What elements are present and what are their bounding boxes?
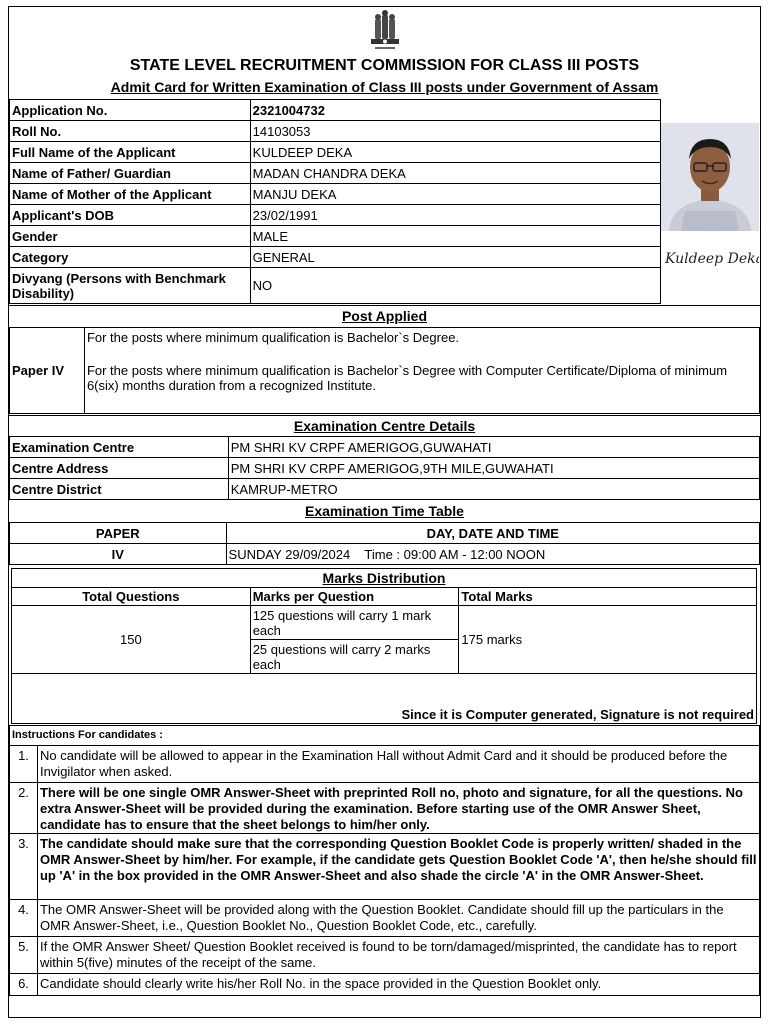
applicant-field-value: GENERAL — [250, 247, 660, 268]
post-description — [84, 328, 759, 414]
applicant-field-label: Application No. — [10, 100, 251, 121]
instruction-text: No candidate will be allowed to appear in the Examination Hall without Admit Card and it should be produced before the Invigilator when asked. — [37, 746, 759, 783]
instruction-number: 6. — [10, 974, 38, 996]
applicant-field-label: Category — [10, 247, 251, 268]
post-line-1: For the posts where minimum qualification is Bachelor`s Degree. — [86, 330, 460, 345]
exam-time-value: SUNDAY 29/09/2024 Time : 09:00 AM - 12:00 NOON — [226, 544, 759, 565]
applicant-field-label: Applicant's DOB — [10, 205, 251, 226]
timetable-table — [9, 522, 760, 565]
applicant-field-value: MALE — [250, 226, 660, 247]
col-marks-per-question: Marks per Question — [250, 588, 459, 606]
applicant-row — [10, 100, 661, 121]
applicant-field-label: Name of Father/ Guardian — [10, 163, 251, 184]
marks-table — [11, 587, 757, 724]
applicant-field-label: Roll No. — [10, 121, 251, 142]
applicant-field-value: NO — [250, 268, 660, 304]
national-emblem-icon — [367, 9, 403, 55]
instruction-number: 1. — [10, 746, 38, 783]
applicant-field-value: MANJU DEKA — [250, 184, 660, 205]
instruction-text: There will be one single OMR Answer-Sheet with preprinted Roll no, photo and signature, for all the questions. No extra Answer-Sheet will be provided during the examination. Before starting use of the OMR Answer Sheet, candidate has to ensure that the sheet belongs to him/her only. — [37, 783, 759, 834]
applicant-row — [10, 226, 661, 247]
applicant-row — [10, 163, 661, 184]
timetable-heading: Examination Time Table — [9, 499, 760, 522]
applicant-field-value: 2321004732 — [250, 100, 660, 121]
applicant-row — [10, 121, 661, 142]
signature-text: Kuldeep Deka — [665, 251, 759, 267]
centre-row — [10, 458, 760, 479]
applicant-details-table — [9, 99, 661, 304]
applicant-field-value: 23/02/1991 — [250, 205, 660, 226]
applicant-field-label: Divyang (Persons with Benchmark Disability) — [10, 268, 251, 304]
centre-row — [10, 479, 760, 500]
marks-heading: Marks Distribution — [322, 570, 446, 586]
centre-field-value: PM SHRI KV CRPF AMERIGOG,9TH MILE,GUWAHATI — [228, 458, 759, 479]
page-title: STATE LEVEL RECRUITMENT COMMISSION FOR CLASS III POSTS — [129, 57, 640, 74]
instruction-number: 4. — [10, 900, 38, 937]
centre-row — [10, 437, 760, 458]
instruction-row — [10, 974, 760, 996]
centre-field-value: PM SHRI KV CRPF AMERIGOG,GUWAHATI — [228, 437, 759, 458]
instruction-text: The candidate should make sure that the corresponding Question Booklet Code is properly written/ shaded in the OMR Answer-Sheet by him/her. For example, if the candidate gets Question Booklet Code 'A', then he/she should fill up 'A' in the box provided in the OMR Answer-Sheet and also shade the circle 'A' in the OMR Answer-Sheet. — [37, 834, 759, 900]
person-photo-icon — [661, 123, 759, 231]
page-subtitle: Admit Card for Written Examination of Class III posts under Government of Assam — [110, 79, 659, 95]
centre-field-label: Centre District — [10, 479, 229, 500]
marks-box — [11, 568, 757, 724]
applicant-row — [10, 142, 661, 163]
instruction-number: 2. — [10, 783, 38, 834]
marks-per-question-2: 25 questions will carry 2 marks each — [250, 640, 459, 674]
admit-card — [8, 6, 761, 1018]
applicant-field-label: Gender — [10, 226, 251, 247]
paper-label: Paper IV — [10, 328, 85, 414]
centre-field-label: Centre Address — [10, 458, 229, 479]
instruction-row — [10, 746, 760, 783]
instruction-row — [10, 937, 760, 974]
applicant-field-label: Name of Mother of the Applicant — [10, 184, 251, 205]
post-line-2: For the posts where minimum qualification is Bachelor`s Degree with Computer Certificate/Diploma of minimum 6(six) months duration from a recognized Institute. — [86, 363, 728, 393]
paper-value: IV — [10, 544, 227, 565]
total-marks-value: 175 marks — [459, 606, 757, 674]
col-paper: PAPER — [10, 523, 227, 544]
applicant-row — [10, 268, 661, 304]
exam-centre-heading: Examination Centre Details — [9, 415, 760, 436]
col-total-marks: Total Marks — [459, 588, 757, 606]
instructions-table — [9, 725, 760, 996]
instruction-text: The OMR Answer-Sheet will be provided along with the Question Booklet. Candidate should fill up the particulars in the OMR Answer-Sheet, i.e., Question Booklet No., Question Booklet Code, etc., carefully. — [37, 900, 759, 937]
instruction-row — [10, 783, 760, 834]
signature-note: Since it is Computer generated, Signature is not required — [12, 674, 757, 724]
centre-field-value: KAMRUP-METRO — [228, 479, 759, 500]
col-day-date-time: DAY, DATE AND TIME — [226, 523, 759, 544]
applicant-row — [10, 184, 661, 205]
total-questions-value: 150 — [12, 606, 251, 674]
instruction-text: Candidate should clearly write his/her Roll No. in the space provided in the Question Booklet only. — [37, 974, 759, 996]
instruction-text: If the OMR Answer Sheet/ Question Booklet received is found to be torn/damaged/misprinted, the candidate has to report within 5(five) minutes of the receipt of the same. — [37, 937, 759, 974]
applicant-field-value: 14103053 — [250, 121, 660, 142]
instruction-number: 5. — [10, 937, 38, 974]
post-applied-heading: Post Applied — [9, 305, 760, 327]
col-total-questions: Total Questions — [12, 588, 251, 606]
marks-per-question-1: 125 questions will carry 1 mark each — [250, 606, 459, 640]
post-applied-table — [9, 327, 760, 414]
instruction-row — [10, 834, 760, 900]
instruction-row — [10, 900, 760, 937]
instructions-heading: Instructions For candidates : — [10, 726, 760, 746]
applicant-row — [10, 205, 661, 226]
applicant-field-value: MADAN CHANDRA DEKA — [250, 163, 660, 184]
applicant-field-value: KULDEEP DEKA — [250, 142, 660, 163]
applicant-field-label: Full Name of the Applicant — [10, 142, 251, 163]
applicant-signature — [661, 233, 759, 279]
applicant-row — [10, 247, 661, 268]
centre-field-label: Examination Centre — [10, 437, 229, 458]
exam-centre-table — [9, 436, 760, 500]
applicant-photo — [661, 123, 759, 231]
signature-image — [661, 233, 759, 279]
instruction-number: 3. — [10, 834, 38, 900]
